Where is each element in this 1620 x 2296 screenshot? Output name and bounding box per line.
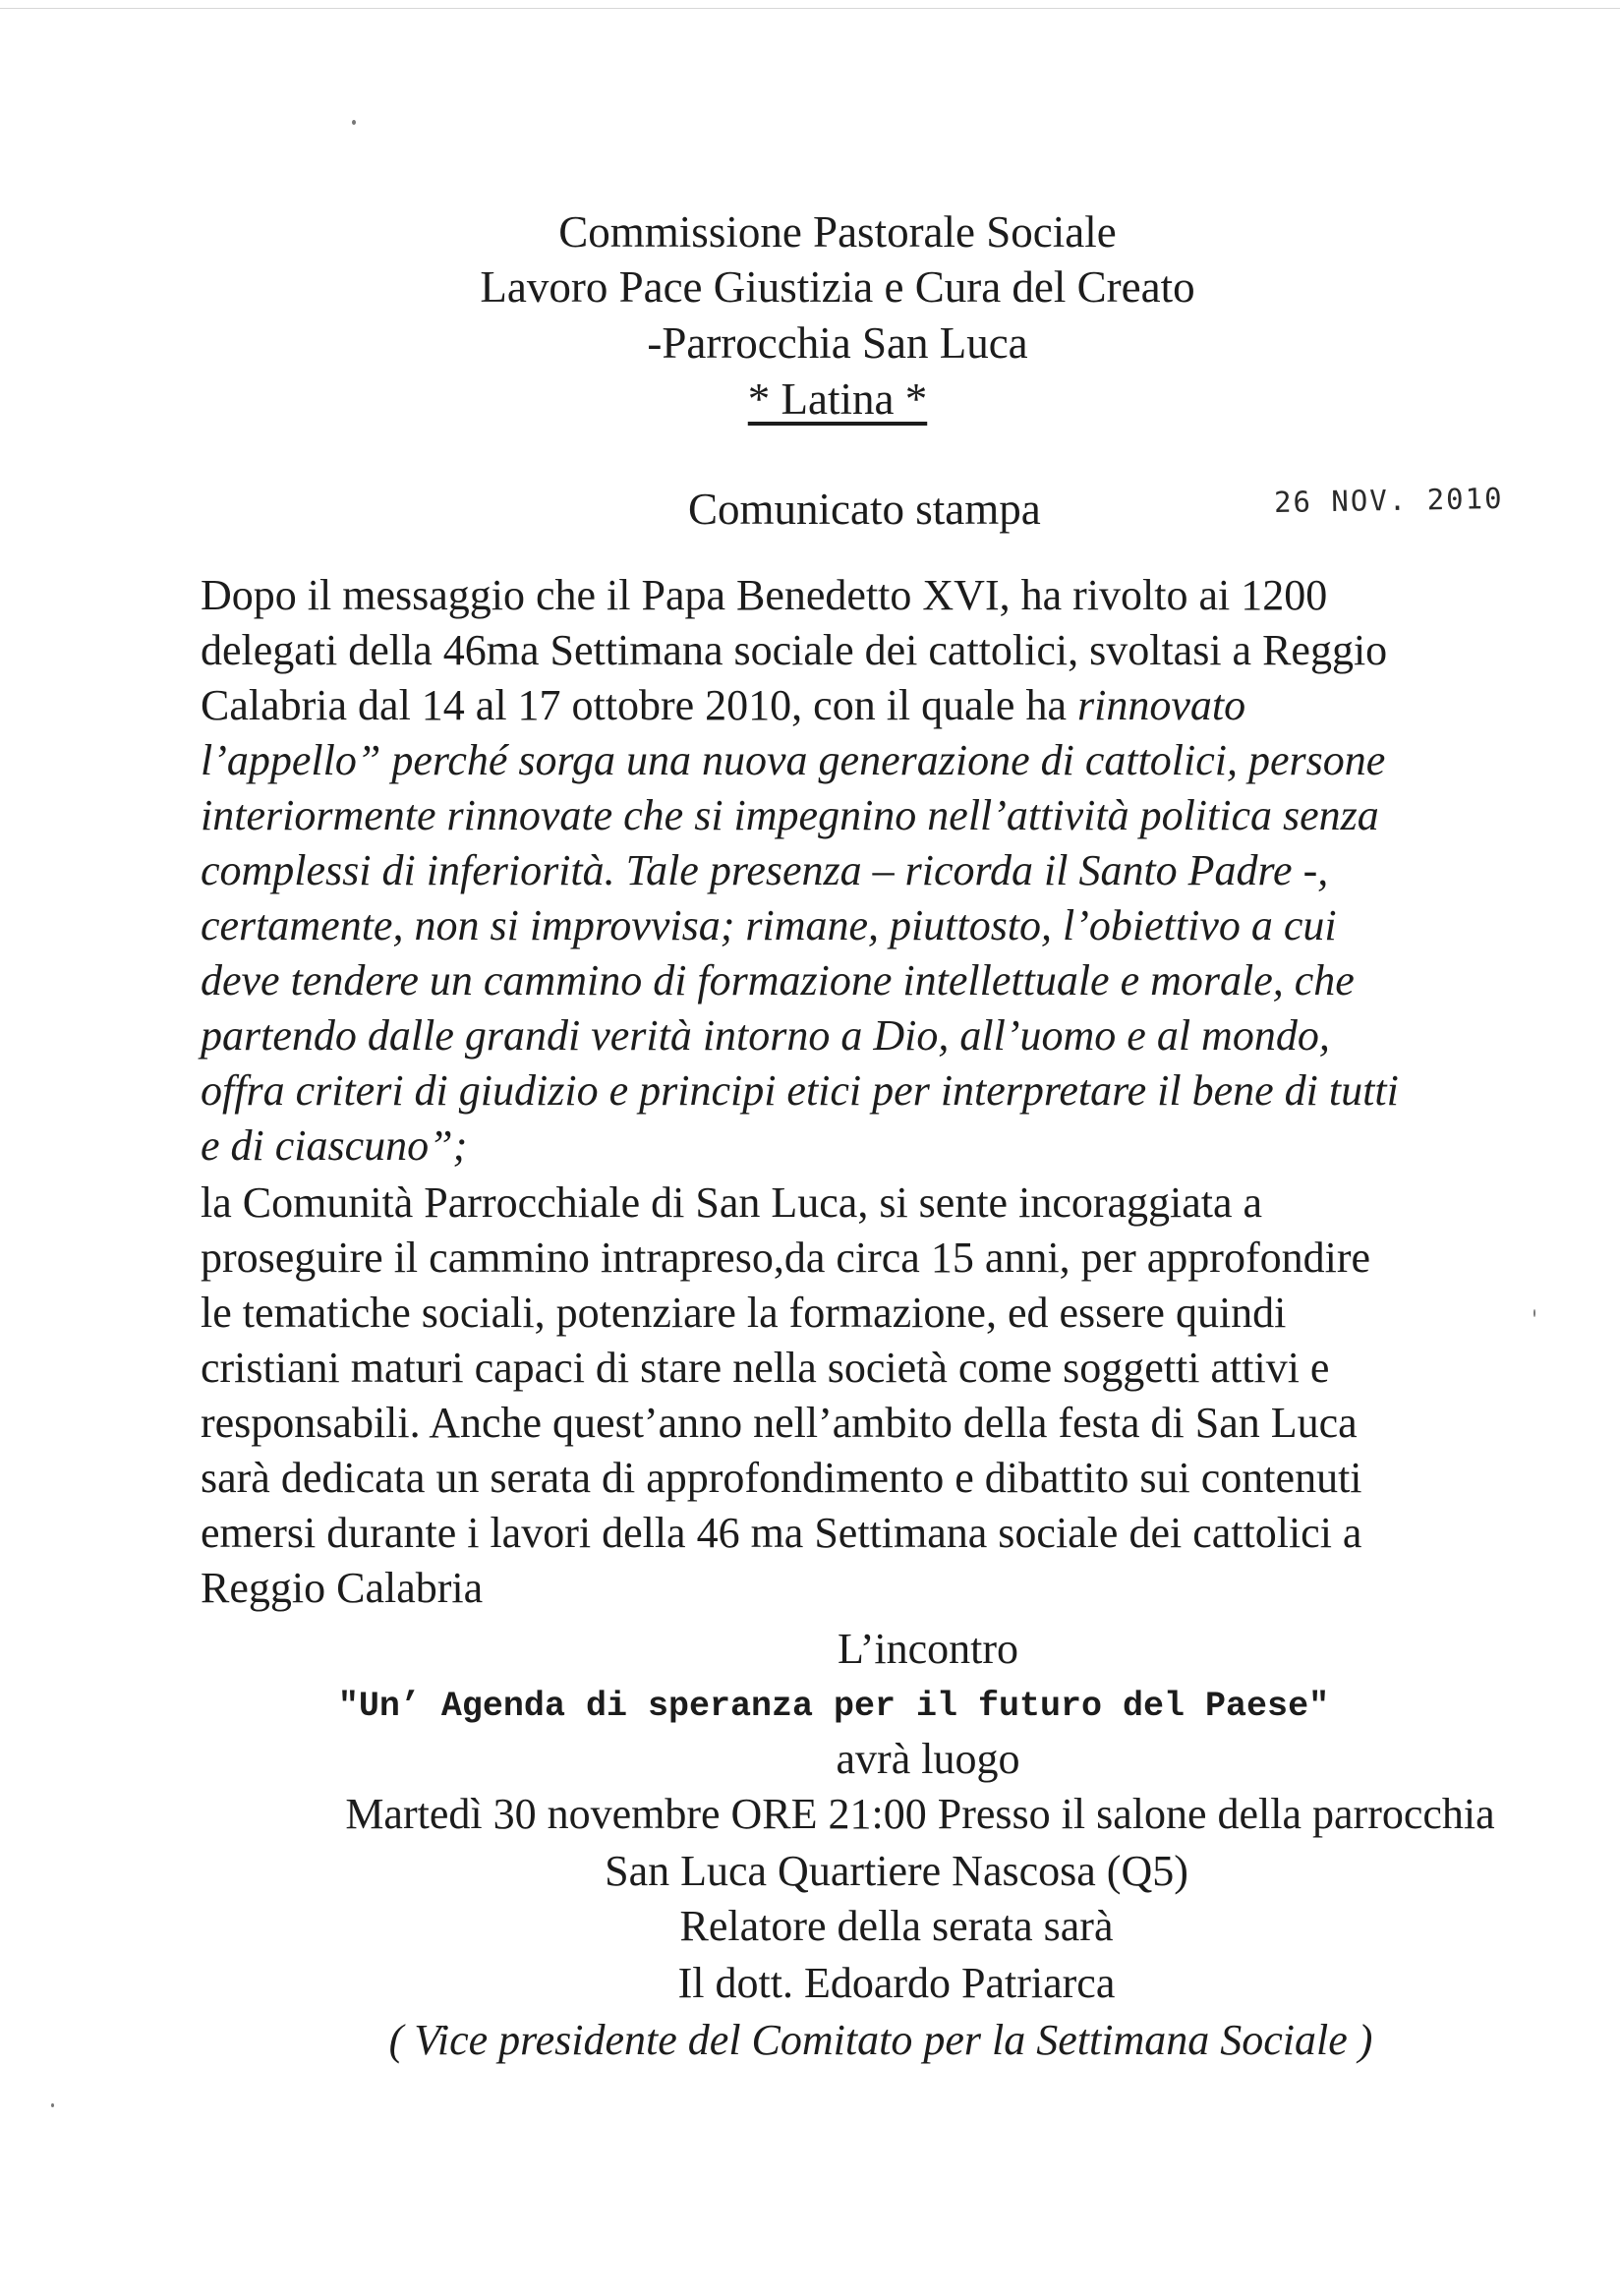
- event-title: "Un’ Agenda di speranza per il futuro del Paese": [337, 1687, 1330, 1726]
- body-line: [201, 678, 1577, 733]
- speaker-name: Il dott. Edoardo Patriarca: [677, 1959, 1116, 2007]
- header-commission: Commissione Pastorale Sociale: [558, 207, 1117, 257]
- body-line: [201, 623, 1577, 678]
- body-line-text: complessi di inferiorità. Tale presenza – ricorda il Santo Padre -,: [201, 846, 1329, 894]
- event-intro: L’incontro: [837, 1625, 1019, 1673]
- body-line: [201, 843, 1577, 898]
- body-line-text: interiormente rinnovate che si impegnino nell’attività politica senza: [201, 791, 1379, 839]
- body-line-text: Calabria dal 14 al 17 ottobre 2010, con il quale ha: [201, 681, 1067, 729]
- event-will-take-place: avrà luogo: [836, 1735, 1020, 1783]
- date-stamp: 26 NOV. 2010: [1273, 481, 1504, 520]
- body-paragraph-1: [201, 568, 1577, 1174]
- body-paragraph-2: [201, 1176, 1577, 1616]
- body-line: [201, 898, 1577, 953]
- body-line: [201, 1008, 1577, 1063]
- body-line: le tematiche sociali, potenziare la formazione, ed essere quindi: [201, 1289, 1287, 1337]
- body-line: [201, 953, 1577, 1008]
- body-line-italic-tail: rinnovato: [1066, 681, 1246, 729]
- scan-edge-line: [0, 8, 1620, 9]
- header-parish: -Parrocchia San Luca: [647, 318, 1028, 368]
- body-line: [201, 1119, 1577, 1174]
- speaker-role: ( Vice presidente del Comitato per la Settimana Sociale ): [388, 2016, 1373, 2064]
- press-release-title: Comunicato stampa: [688, 485, 1041, 534]
- event-venue: San Luca Quartiere Nascosa (Q5): [605, 1847, 1188, 1895]
- header-subtitle: Lavoro Pace Giustizia e Cura del Creato: [480, 262, 1195, 312]
- body-line: [201, 733, 1577, 788]
- speaker-intro: Relatore della serata sarà: [679, 1902, 1114, 1950]
- body-line: responsabili. Anche quest’anno nell’ambito della festa di San Luca: [201, 1399, 1358, 1447]
- body-line: Reggio Calabria: [201, 1564, 484, 1612]
- body-line: sarà dedicata un serata di approfondimento e dibattito sui contenuti: [201, 1454, 1362, 1502]
- body-line: la Comunità Parrocchiale di San Luca, si sente incoraggiata a: [201, 1178, 1263, 1227]
- body-line: emersi durante i lavori della 46 ma Settimana sociale dei cattolici a: [201, 1509, 1362, 1557]
- body-line: [201, 788, 1577, 843]
- body-line-text: l’appello” perché sorga una nuova generazione di cattolici, persone: [201, 736, 1386, 784]
- body-line-text: e di ciascuno”;: [201, 1121, 468, 1170]
- body-line-text: deve tendere un cammino di formazione intellettuale e morale, che: [201, 956, 1355, 1004]
- scan-speck: [352, 120, 356, 125]
- body-line-text: delegati della 46ma Settimana sociale dei cattolici, svoltasi a Reggio: [201, 626, 1388, 674]
- event-date-location: Martedì 30 novembre ORE 21:00 Presso il salone della parrocchia: [345, 1790, 1495, 1838]
- header-city: [28, 372, 1620, 427]
- scan-speck: [51, 2103, 54, 2107]
- body-line: [201, 1063, 1577, 1119]
- body-line: cristiani maturi capaci di stare nella società come soggetti attivi e: [201, 1344, 1330, 1392]
- body-line-text: offra criteri di giudizio e principi etici per interpretare il bene di tutti: [201, 1066, 1399, 1115]
- body-line-text: Dopo il messaggio che il Papa Benedetto XVI, ha rivolto ai 1200: [201, 571, 1328, 619]
- body-line: [201, 568, 1577, 623]
- header-city-text: * Latina *: [747, 374, 928, 424]
- body-line-text: partendo dalle grandi verità intorno a Dio, all’uomo e al mondo,: [201, 1011, 1330, 1060]
- body-line-text: certamente, non si improvvisa; rimane, piuttosto, l’obiettivo a cui: [201, 901, 1337, 949]
- body-line: proseguire il cammino intrapreso,da circa 15 anni, per approfondire: [201, 1234, 1370, 1282]
